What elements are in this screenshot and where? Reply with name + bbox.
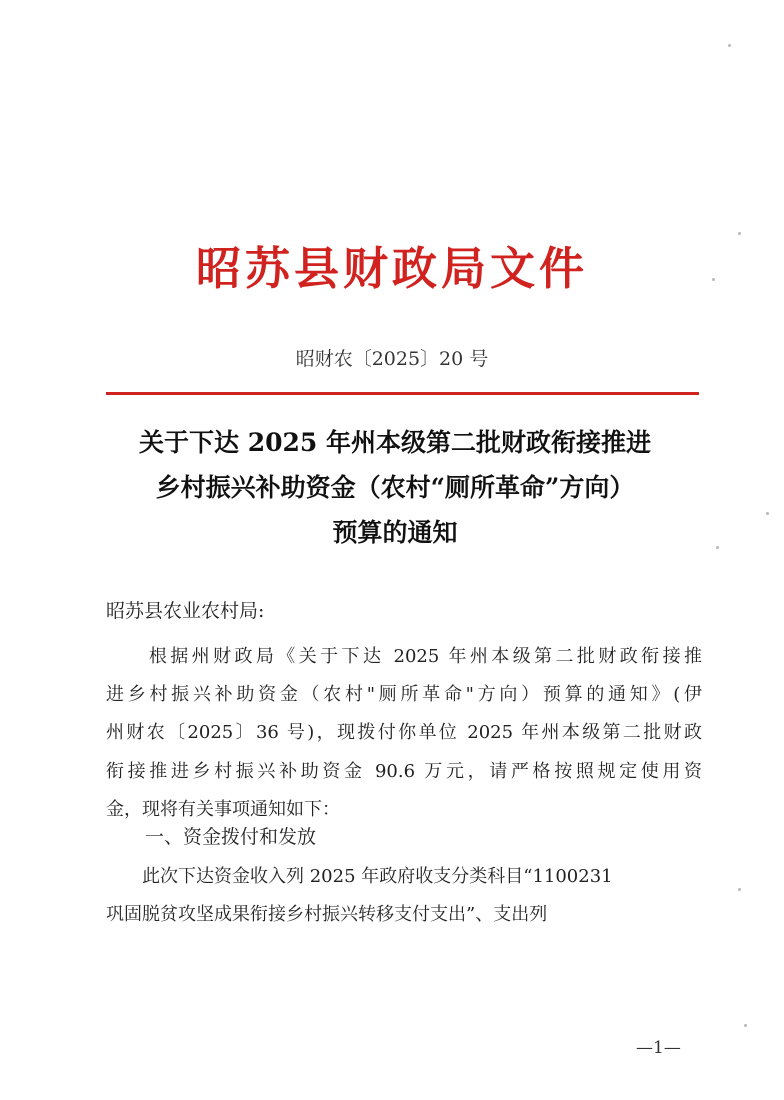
body-line: 衔接推进乡村振兴补助资金 90.6 万元，请严格按照规定使用资 [106, 760, 702, 782]
scan-speck [716, 546, 719, 549]
scan-speck [744, 1024, 747, 1027]
notice-title-line: 关于下达 2025 年州本级第二批财政衔接推进 [139, 428, 651, 457]
body-line: 州财农〔2025〕36 号)，现拨付你单位 2025 年州本级第二批财政 [106, 722, 702, 744]
body-line: 此次下达资金收入列 2025 年政府收支分类科目“1100231 [106, 866, 613, 887]
issuer-header-title: 昭苏县财政局文件 [195, 242, 588, 295]
scan-speck [766, 512, 769, 515]
red-separator-line [106, 392, 699, 395]
body-line: 根据州财政局《关于下达 2025 年州本级第二批财政衔接推 [106, 646, 702, 667]
document-number: 昭财农〔2025〕20 号 [295, 348, 489, 370]
notice-title-line: 乡村振兴补助资金（农村“厕所革命”方向） [155, 473, 635, 502]
body-line: 进乡村振兴补助资金（农村"厕所革命"方向）预算的通知》(伊 [106, 684, 702, 706]
scan-speck [738, 888, 741, 891]
body-line: 金，现将有关事项通知如下： [106, 798, 340, 820]
notice-title [90, 420, 700, 555]
body-paragraph-2 [106, 858, 702, 934]
page-number: —1— [636, 1038, 681, 1058]
notice-title-line: 预算的通知 [332, 518, 458, 547]
addressee: 昭苏县农业农村局: [106, 600, 265, 622]
body-line: 巩固脱贫攻坚成果衔接乡村振兴转移支付支出”、支出列 [106, 904, 548, 926]
scan-speck [728, 44, 731, 47]
section-heading-1: 一、资金拨付和发放 [145, 826, 317, 848]
body-paragraph-1 [106, 638, 702, 829]
